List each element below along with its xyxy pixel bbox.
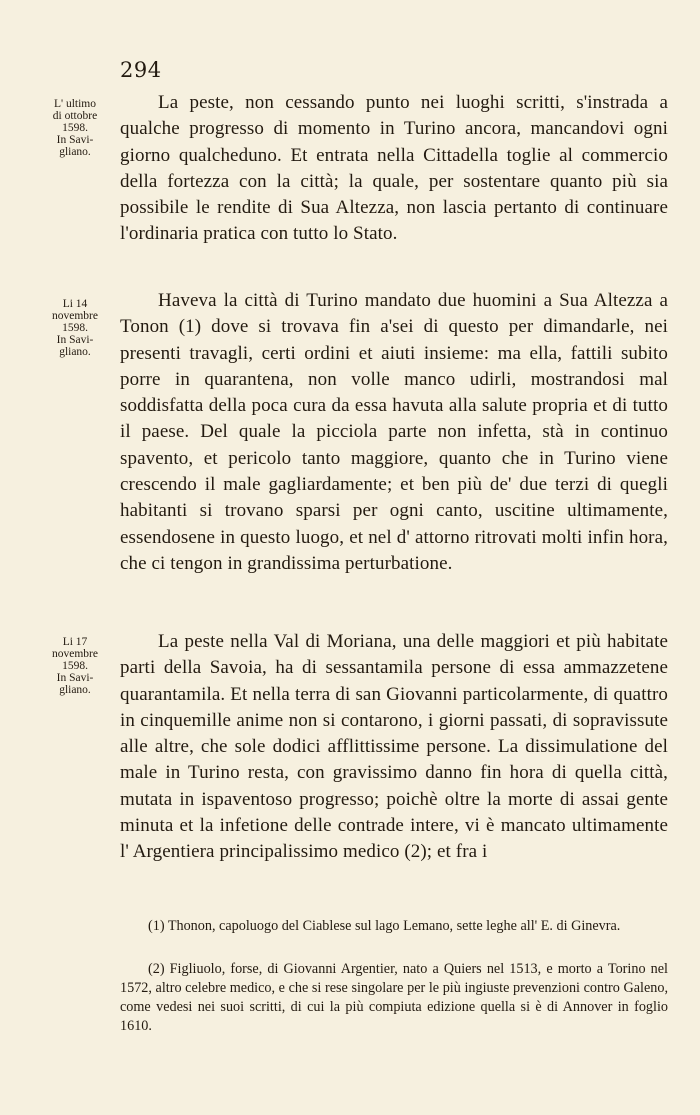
paragraph-2: Haveva la città di Turino mandato due huomini a Sua Altezza a Tonon (1) dove si trovava fin a'sei di questo per dimandarle, nei presenti travagli, certi ordini et aiuti insieme: ma ella, fattili subito porre in quarantena, non volle manco udirli, mostrandosi mal soddisfatta della poca cura da essa havuta alla salute propria et di tutto il paese. Del quale la picciola parte non infetta, stà in continuo spavento, et pericolo tanto maggiore, quanto che in Turino viene crescendo il male gagliardamente; et ben più de' due terzi di quegli habitanti si trovano sparsi per ogni canto, uscitine ultimamente, essendosene in questo luogo, et nel d' attorno ritrovati molti infin hora, che ci tengon in grandissima perturbatione. [120,290,668,574]
margin-note-line: 1598. [62,660,88,672]
margin-note-line: L' ultimo [53,98,96,110]
margin-note-line: 1598. [62,322,88,334]
margin-note-line: In Savi- [56,672,94,684]
paragraph-1: La peste, non cessando punto nei luoghi scritti, s'instrada a qualche progresso di momento in Turino ancora, mancandovi ogni giorno qualcheduno. Et entrata nella Cittadella toglie al commercio della fortezza con la città; la quale, per sostentare quanto più sia possibile le rendite di Sua Altezza, non lascia pertanto di continuare l'ordinaria pratica con tutto lo Stato. [120,92,668,245]
paragraph-3: La peste nella Val di Moriana, una delle maggiori et più habitate parti della Savoia, ha di sessantamila persone di essa ammazzetene quarantamila. Et nella terra di san Giovanni particolarmente, di quattro in cinquemille anime non si contarono, i giorni passati, di sopravissute alle altre, che sole dodici afflittissime persone. La dissimulatione del male in Turino resta, con gravissimo danno fin hora di quella città, mutata in ispaventoso progresso; poichè oltre la morte di assai gente minuta et la infetione delle contrade intere, vi è mancato ultimamente l' Argentiera principalissimo medico (2); et fra i [120,631,668,863]
margin-note-line: gliano. [59,146,91,158]
margin-note-line: novembre [52,648,98,660]
margin-note-line: In Savi- [56,334,94,346]
margin-note-line: di ottobre [52,110,98,122]
footnote-1: (1) Thonon, capoluogo del Ciablese sul lago Lemano, sette leghe all' E. di Ginevra. [148,918,621,934]
margin-note-line: 1598. [62,122,88,134]
margin-note-line: Li 17 [62,636,88,648]
margin-note-line: Li 14 [62,298,88,310]
margin-note-3 [36,636,114,696]
margin-note-line: gliano. [59,684,91,696]
margin-note-2 [36,298,114,358]
margin-note-line: gliano. [59,346,91,358]
margin-note-line: In Savi- [56,134,94,146]
margin-note-line: novembre [52,310,98,322]
footnote-2: (2) Figliuolo, forse, di Giovanni Argentier, nato a Quiers nel 1513, e morto a Torino nel 1572, altro celebre medico, e che si rese singolare per le più ingiuste prevenzioni contro Galeno, come vedesi nei suoi scritti, di cui la più compiuta edizione quella si è di Annover in foglio 1610. [120,961,668,1034]
margin-note-1 [36,98,114,158]
page-number: 294 [120,58,162,82]
